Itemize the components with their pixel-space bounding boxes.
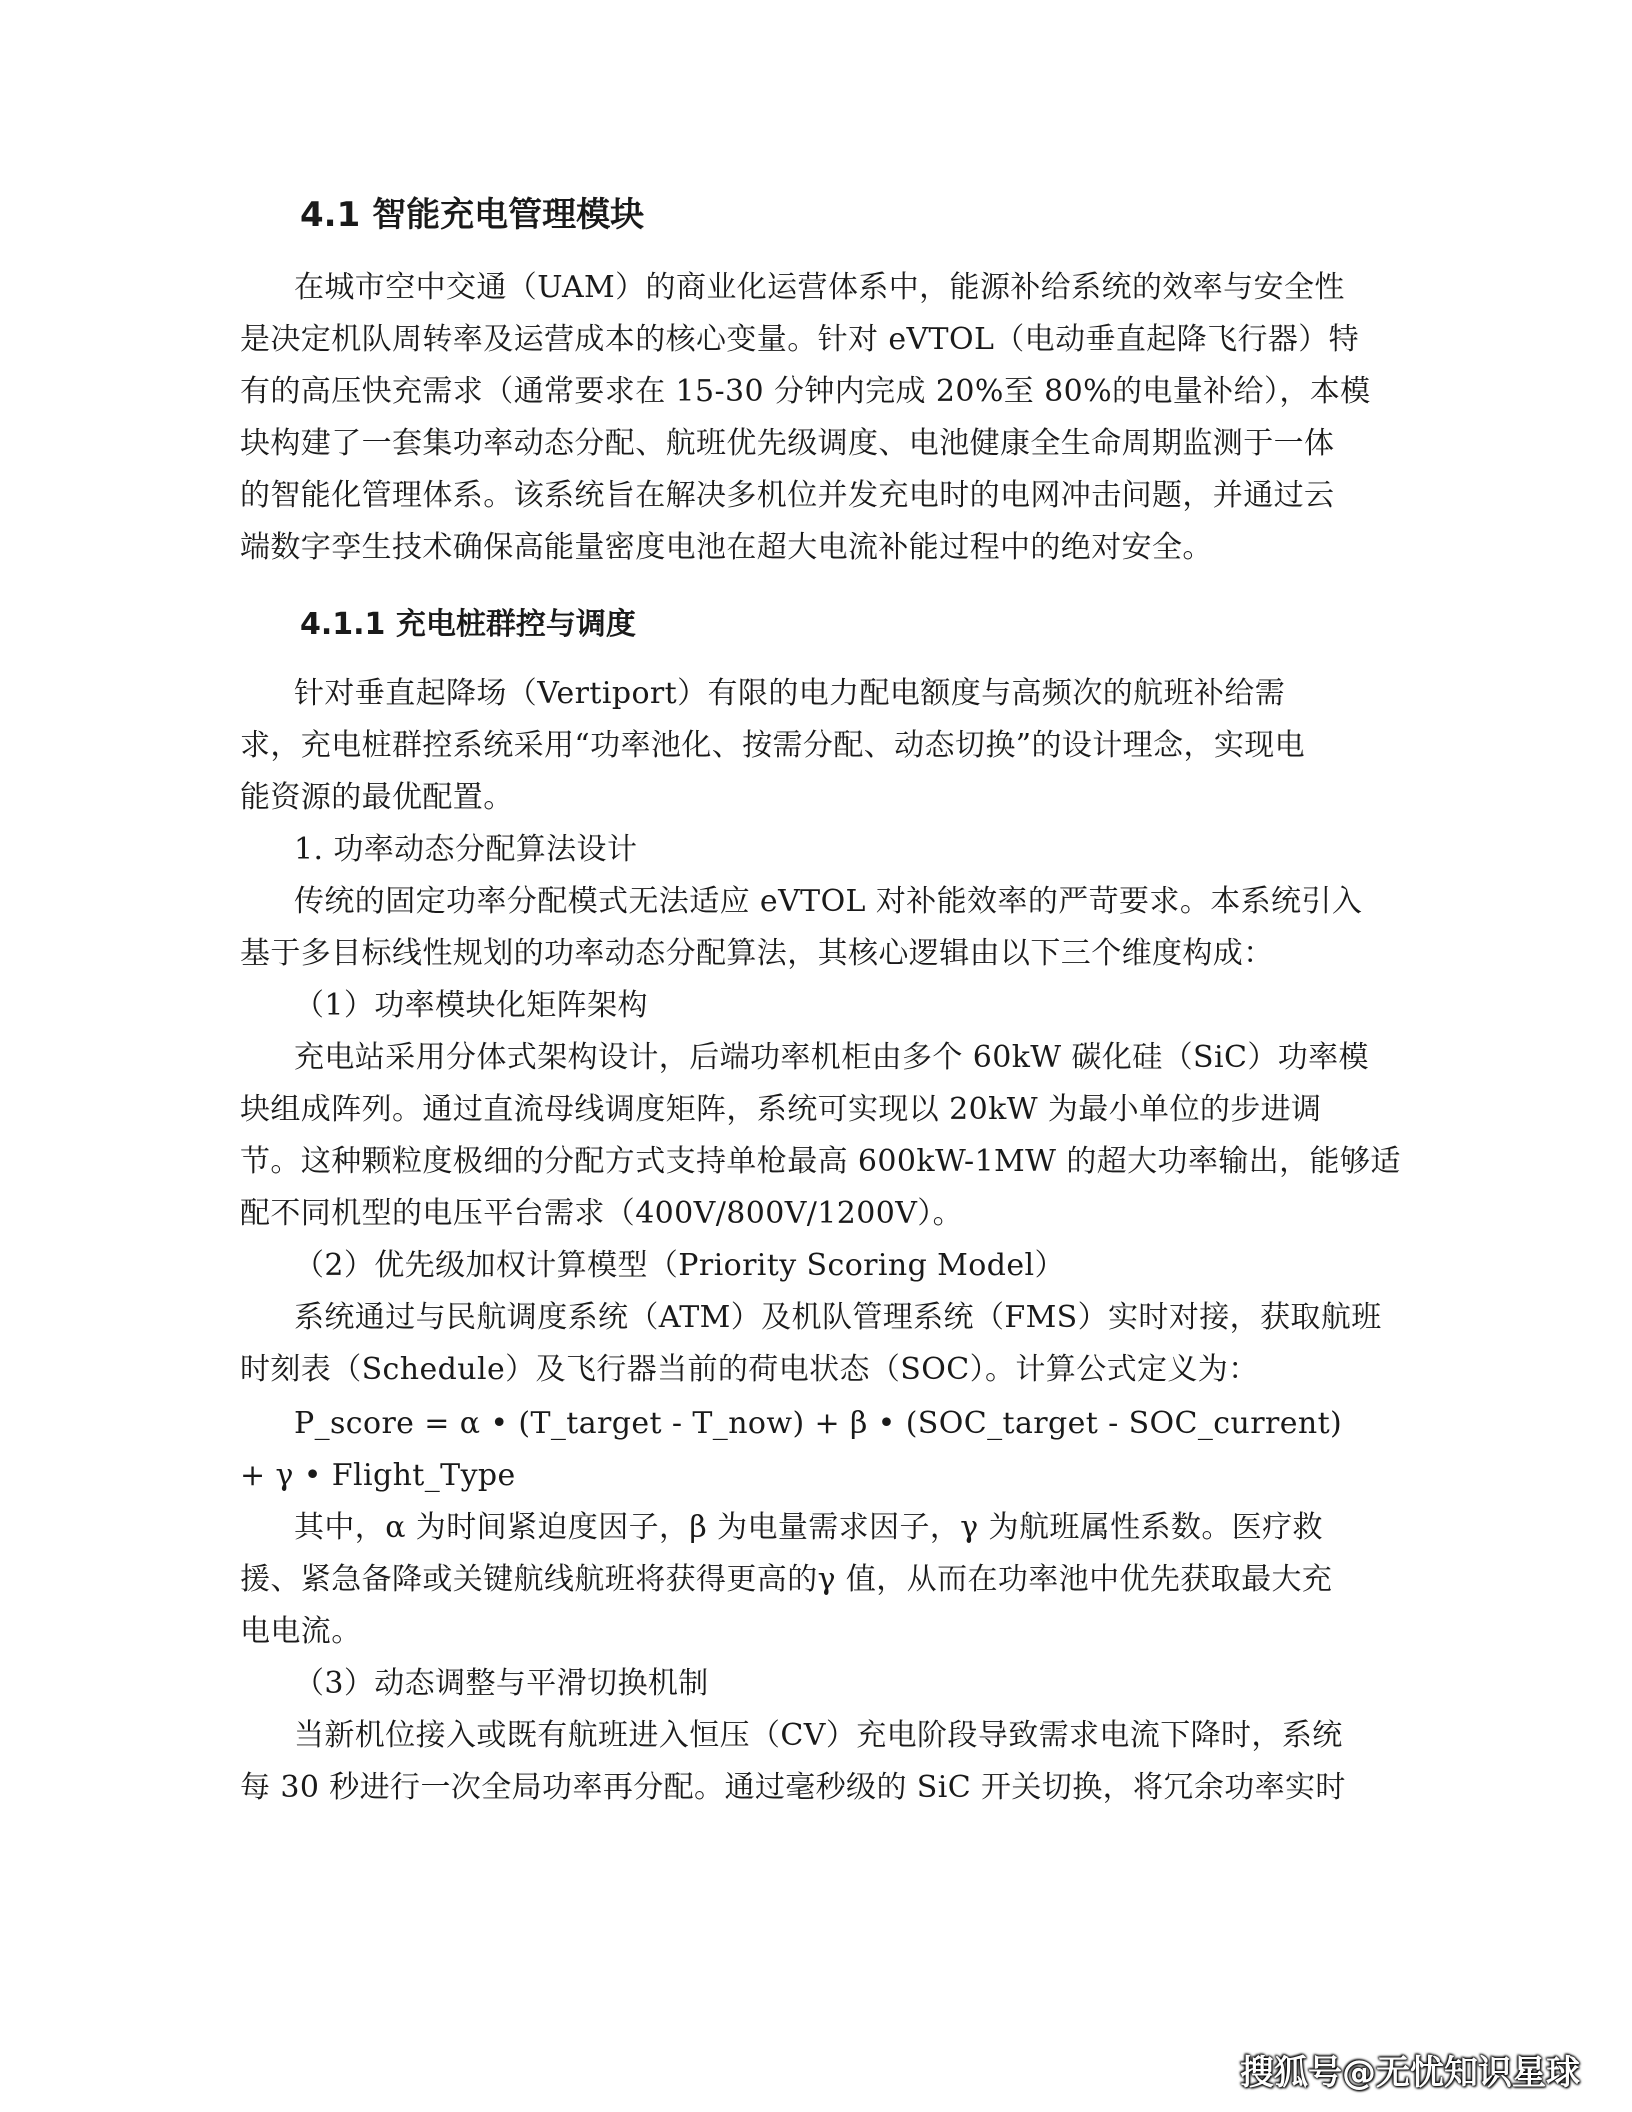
formula-line: + γ • Flight_Type <box>240 1458 516 1493</box>
body-line: 能资源的最优配置。 <box>240 780 514 815</box>
body-line: 求，充电桩群控系统采用“功率池化、按需分配、动态切换”的设计理念，实现电 <box>240 728 1306 763</box>
body-line: 每 30 秒进行一次全局功率再分配。通过毫秒级的 SiC 开关切换，将冗余功率实时 <box>240 1770 1346 1805</box>
body-line: 块组成阵列。通过直流母线调度矩阵，系统可实现以 20kW 为最小单位的步进调 <box>240 1092 1322 1127</box>
body-line: 系统通过与民航调度系统（ATM）及机队管理系统（FMS）实时对接，获取航班 <box>294 1300 1382 1335</box>
source-watermark: 搜狐号@无忧知识星球 <box>1240 2053 1580 2093</box>
intro-line: 块构建了一套集功率动态分配、航班优先级调度、电池健康全生命周期监测于一体 <box>240 426 1335 461</box>
intro-line: 有的高压快充需求（通常要求在 15-30 分钟内完成 20%至 80%的电量补给），本模 <box>240 374 1371 409</box>
body-line: 配不同机型的电压平台需求（400V/800V/1200V）。 <box>240 1196 964 1231</box>
intro-line: 端数字孪生技术确保高能量密度电池在超大电流补能过程中的绝对安全。 <box>240 530 1213 565</box>
body-line: 当新机位接入或既有航班进入恒压（CV）充电阶段导致需求电流下降时，系统 <box>294 1718 1343 1753</box>
sub-item-title: （1）功率模块化矩阵架构 <box>294 988 648 1023</box>
section-heading: 4.1 智能充电管理模块 <box>300 195 645 235</box>
body-line: 基于多目标线性规划的功率动态分配算法，其核心逻辑由以下三个维度构成： <box>240 936 1274 971</box>
body-line: 传统的固定功率分配模式无法适应 eVTOL 对补能效率的严苛要求。本系统引入 <box>294 884 1363 919</box>
body-line: 其中，α 为时间紧迫度因子，β 为电量需求因子，γ 为航班属性系数。医疗救 <box>294 1510 1323 1545</box>
body-line: 时刻表（Schedule）及飞行器当前的荷电状态（SOC）。计算公式定义为： <box>240 1352 1259 1387</box>
body-line: 针对垂直起降场（Vertiport）有限的电力配电额度与高频次的航班补给需 <box>294 676 1286 711</box>
body-line: 援、紧急备降或关键航线航班将获得更高的γ 值，从而在功率池中优先获取最大充 <box>240 1562 1333 1597</box>
intro-line: 在城市空中交通（UAM）的商业化运营体系中，能源补给系统的效率与安全性 <box>294 270 1345 305</box>
formula-line: P_score = α • (T_target - T_now) + β • (SOC_target - SOC_current) <box>294 1406 1343 1441</box>
body-line: 电电流。 <box>240 1614 362 1649</box>
numbered-item-title: 1. 功率动态分配算法设计 <box>294 832 638 867</box>
sub-item-title: （2）优先级加权计算模型（Priority Scoring Model） <box>294 1248 1065 1283</box>
body-line: 充电站采用分体式架构设计，后端功率机柜由多个 60kW 碳化硅（SiC）功率模 <box>294 1040 1369 1075</box>
intro-line: 的智能化管理体系。该系统旨在解决多机位并发充电时的电网冲击问题，并通过云 <box>240 478 1335 513</box>
intro-line: 是决定机队周转率及运营成本的核心变量。针对 eVTOL（电动垂直起降飞行器）特 <box>240 322 1360 357</box>
sub-item-title: （3）动态调整与平滑切换机制 <box>294 1666 709 1701</box>
subsection-heading: 4.1.1 充电桩群控与调度 <box>300 607 636 642</box>
body-line: 节。这种颗粒度极细的分配方式支持单枪最高 600kW-1MW 的超大功率输出，能够适 <box>240 1144 1401 1179</box>
